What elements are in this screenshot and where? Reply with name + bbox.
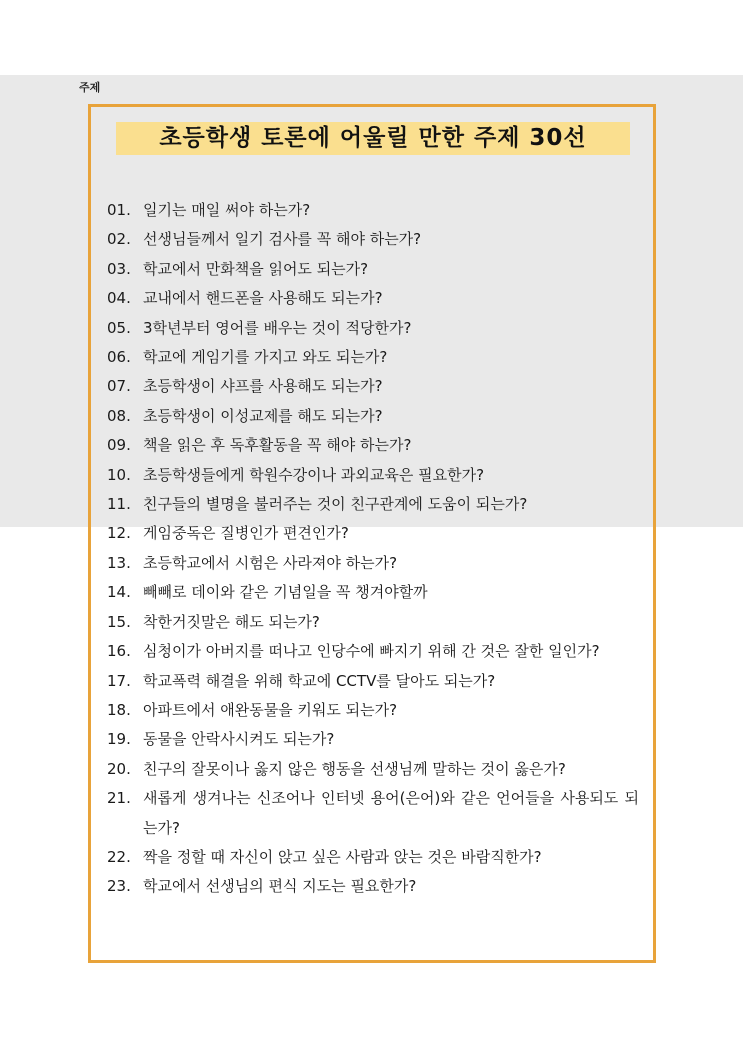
item-number: 12. bbox=[107, 524, 131, 543]
list-item bbox=[107, 549, 639, 578]
item-number: 23. bbox=[107, 877, 131, 896]
item-text: 초등학교에서 시험은 사라져야 하는가? bbox=[143, 553, 398, 572]
item-number: 03. bbox=[107, 259, 131, 278]
item-text: 착한거짓말은 해도 되는가? bbox=[143, 612, 320, 631]
item-number: 17. bbox=[107, 671, 131, 690]
list-item bbox=[107, 255, 639, 284]
item-text: 초등학생이 이성교제를 해도 되는가? bbox=[143, 406, 383, 425]
item-text: 선생님들께서 일기 검사를 꼭 해야 하는가? bbox=[143, 230, 422, 249]
list-item bbox=[107, 519, 639, 548]
item-number: 21. bbox=[107, 789, 131, 808]
item-text: 친구의 잘못이나 옳지 않은 행동을 선생님께 말하는 것이 옳은가? bbox=[143, 759, 566, 778]
list-item bbox=[107, 608, 639, 637]
item-number: 02. bbox=[107, 230, 131, 249]
item-text: 동물을 안락사시켜도 되는가? bbox=[143, 730, 335, 749]
item-text: 초등학생이 샤프를 사용해도 되는가? bbox=[143, 377, 383, 396]
item-number: 15. bbox=[107, 612, 131, 631]
list-item bbox=[107, 343, 639, 372]
item-text: 학교에서 만화책을 읽어도 되는가? bbox=[143, 259, 369, 278]
list-item bbox=[107, 696, 639, 725]
list-item bbox=[107, 402, 639, 431]
item-text: 짝을 정할 때 자신이 앉고 싶은 사람과 앉는 것은 바람직한가? bbox=[143, 847, 542, 866]
item-text: 초등학생들에게 학원수강이나 과외교육은 필요한가? bbox=[143, 465, 485, 484]
item-text: 3학년부터 영어를 배우는 것이 적당한가? bbox=[143, 318, 412, 337]
item-text: 일기는 매일 써야 하는가? bbox=[143, 201, 311, 219]
item-number: 06. bbox=[107, 348, 131, 367]
item-text: 새롭게 생겨나는 신조어나 인터넷 용어(은어)와 같은 언어들을 사용되도 되는가? bbox=[143, 789, 639, 837]
list-item bbox=[107, 667, 639, 696]
item-text: 심청이가 아버지를 떠나고 인당수에 빠지기 위해 간 것은 잘한 일인가? bbox=[143, 642, 600, 661]
item-text: 학교에 게임기를 가지고 와도 되는가? bbox=[143, 348, 388, 367]
topic-list bbox=[107, 196, 639, 902]
list-item bbox=[107, 431, 639, 460]
item-text: 교내에서 핸드폰을 사용해도 되는가? bbox=[143, 289, 383, 308]
item-number: 11. bbox=[107, 495, 131, 514]
list-item bbox=[107, 314, 639, 343]
list-item bbox=[107, 578, 639, 607]
item-number: 08. bbox=[107, 406, 131, 425]
item-number: 10. bbox=[107, 465, 131, 484]
document-title: 초등학생 토론에 어울릴 만한 주제 30선 bbox=[116, 122, 630, 155]
list-item bbox=[107, 843, 639, 872]
item-number: 04. bbox=[107, 289, 131, 308]
list-item bbox=[107, 461, 639, 490]
item-text: 학교에서 선생님의 편식 지도는 필요한가? bbox=[143, 877, 417, 896]
list-item bbox=[107, 372, 639, 401]
item-text: 게임중독은 질병인가 편견인가? bbox=[143, 524, 349, 543]
list-item bbox=[107, 225, 639, 254]
item-number: 16. bbox=[107, 642, 131, 661]
item-number: 01. bbox=[107, 201, 131, 219]
list-item bbox=[107, 284, 639, 313]
list-item bbox=[107, 637, 639, 666]
item-number: 14. bbox=[107, 583, 131, 602]
list-item bbox=[107, 872, 639, 901]
item-text: 빼빼로 데이와 같은 기념일을 꼭 챙겨야할까 bbox=[143, 583, 428, 602]
item-number: 05. bbox=[107, 318, 131, 337]
item-number: 20. bbox=[107, 759, 131, 778]
item-number: 09. bbox=[107, 436, 131, 455]
item-text: 책을 읽은 후 독후활동을 꼭 해야 하는가? bbox=[143, 436, 412, 455]
item-text: 친구들의 별명을 불러주는 것이 친구관계에 도움이 되는가? bbox=[143, 495, 528, 514]
list-item bbox=[107, 196, 639, 225]
item-number: 18. bbox=[107, 700, 131, 719]
list-item bbox=[107, 784, 639, 843]
list-item bbox=[107, 725, 639, 754]
list-item bbox=[107, 755, 639, 784]
topic-tag: 주제 bbox=[79, 81, 101, 94]
item-number: 13. bbox=[107, 553, 131, 572]
item-number: 22. bbox=[107, 847, 131, 866]
item-number: 19. bbox=[107, 730, 131, 749]
list-item bbox=[107, 490, 639, 519]
item-number: 07. bbox=[107, 377, 131, 396]
item-text: 학교폭력 해결을 위해 학교에 CCTV를 달아도 되는가? bbox=[143, 671, 496, 690]
item-text: 아파트에서 애완동물을 키워도 되는가? bbox=[143, 700, 398, 719]
